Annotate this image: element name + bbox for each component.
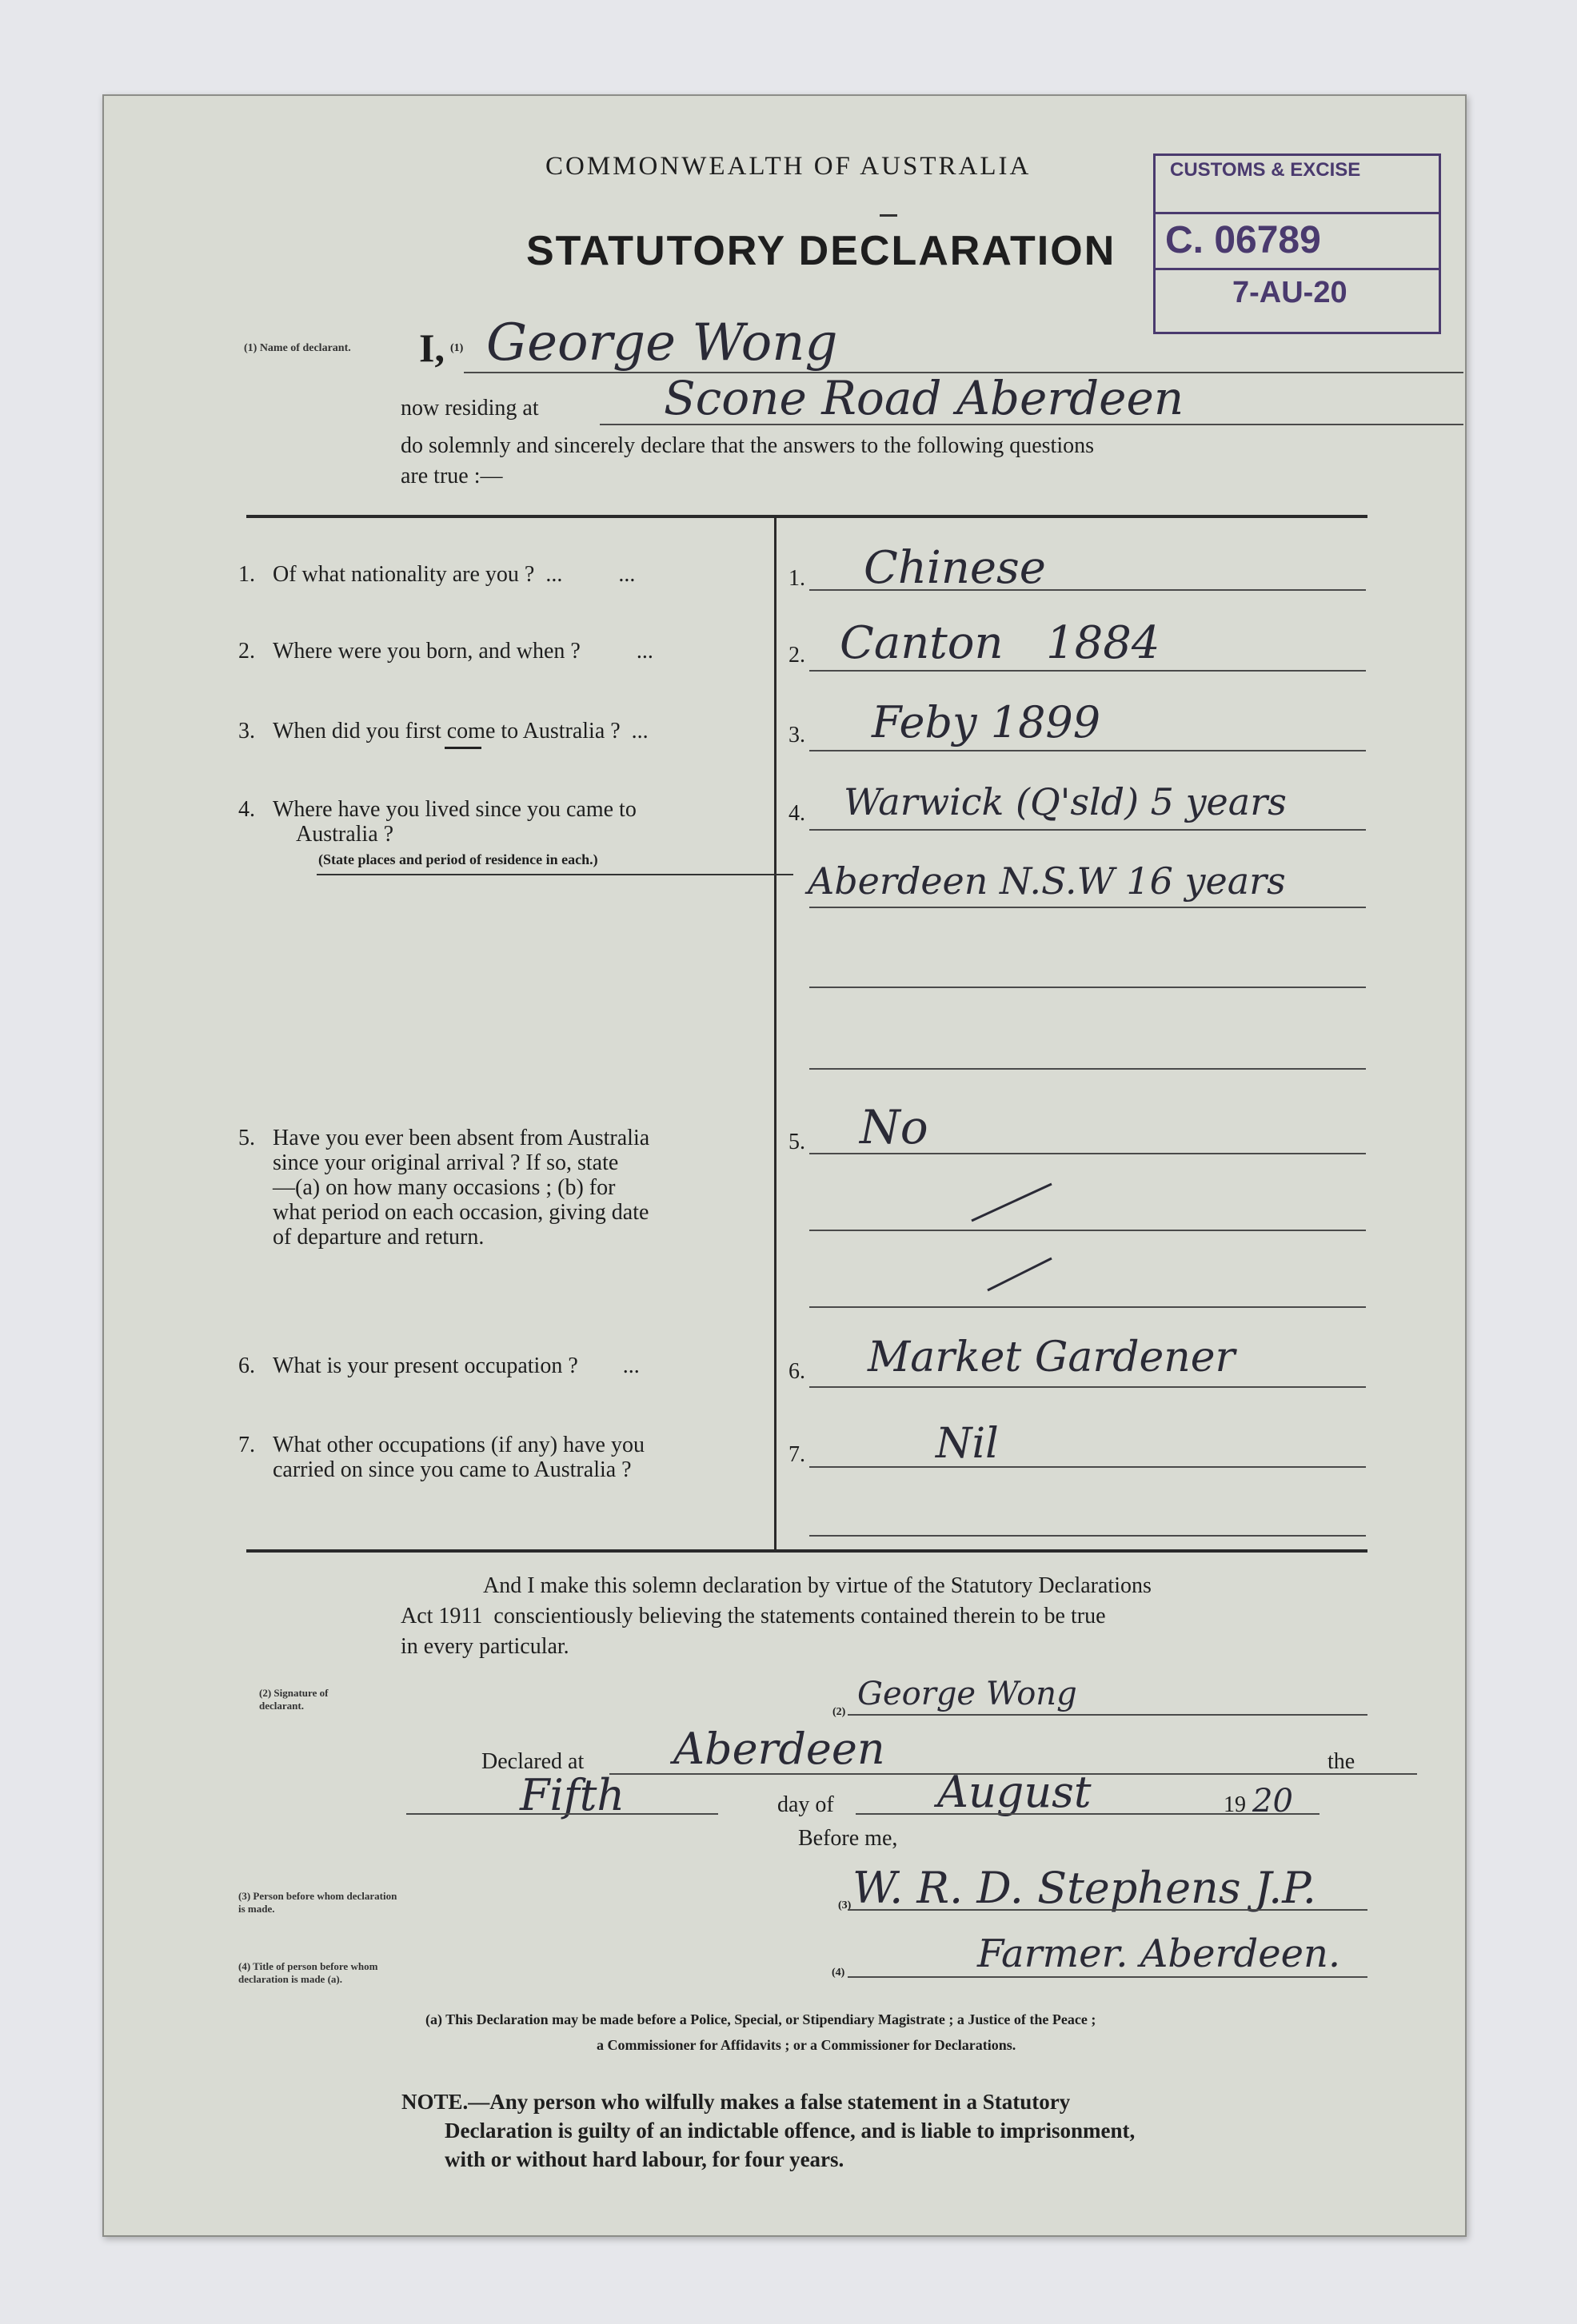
question-3-number: 3. [238,719,255,743]
stamp-top-text: CUSTOMS & EXCISE [1170,159,1361,181]
signature-marker: (2) [832,1706,846,1718]
answer-7-rule-1 [809,1466,1366,1468]
heading-dash [880,214,897,217]
answer-3-rule [809,750,1366,751]
margin-person: (3) Person before whom declaration is made. [238,1890,397,1915]
answer-5-number: 5. [788,1130,805,1154]
note-line-1-text: —Any person who wilfully makes a false statement in a Statutory [468,2090,1071,2114]
declare-line-1: do solemnly and sincerely declare that the answers to the following questions [401,433,1095,458]
question-5-line-3: —(a) on how many occasions ; (b) for [273,1175,616,1200]
residence-rule [600,424,1463,425]
note-line-2: Declaration is guilty of an indictable offence, and is liable to imprisonment, [445,2119,1136,2143]
closing-line-2: Act 1911 conscientiously believing the statements contained therein to be true [401,1604,1106,1628]
answer-7-number: 7. [788,1442,805,1467]
column-divider [774,516,777,1549]
declaration-day: Fifth [520,1770,625,1820]
question-7-line-1: What other occupations (if any) have you [273,1433,645,1457]
stamp-divider [1156,212,1439,214]
answer-6-number: 6. [788,1359,805,1384]
pronoun-i: I, [419,325,445,370]
declaration-month: August [937,1767,1092,1817]
question-5-line-2: since your original arrival ? If so, state [273,1150,619,1175]
stamp-number: C. 06789 [1165,219,1321,261]
question-5-line-5: of departure and return. [273,1225,485,1250]
answer-7-rule-2 [809,1535,1366,1537]
declaration-form [102,94,1467,2237]
answer-5: No [860,1100,928,1154]
question-7-number: 7. [238,1433,255,1457]
day-of-label: day of [777,1792,834,1817]
declared-at-label: Declared at [481,1749,585,1774]
question-1-text: Of what nationality are you ? ... ... [273,562,636,587]
question-4-line-2: Australia ? [296,822,394,847]
margin-name-of-declarant: (1) Name of declarant. [244,342,351,354]
answer-2-rule [809,670,1366,672]
answer-5-rule-1 [809,1153,1366,1154]
answer-4-number: 4. [788,801,805,826]
margin-signature: (2) Signature of declarant. [259,1687,329,1712]
answer-2: Canton 1884 [840,617,1160,669]
signature-rule [848,1714,1367,1716]
customs-stamp [1153,153,1441,334]
question-3-text: When did you first come to Australia ? ... [273,719,649,743]
answer-6: Market Gardener [868,1333,1236,1381]
month-rule [856,1813,1319,1815]
answer-6-rule [809,1386,1366,1388]
answer-4-rule-3 [809,987,1366,988]
question-2-text: Where were you born, and when ? ... [273,639,653,664]
question-4-note-rule [317,874,793,875]
question-6-number: 6. [238,1353,255,1378]
answer-2-number: 2. [788,643,805,668]
answer-4-line-1: Warwick (Q'sld) 5 years [844,780,1287,823]
year-suffix: 20 [1252,1783,1293,1820]
declare-line-2: are true :— [401,464,503,488]
form-title: STATUTORY DECLARATION [526,228,1116,274]
question-7-line-2: carried on since you came to Australia ? [273,1457,632,1482]
closing-line-3: in every particular. [401,1634,569,1659]
note-line-1 [401,2090,1070,2115]
note-label: NOTE. [401,2090,469,2114]
stamp-divider-2 [1156,268,1439,270]
person-before-whom: W. R. D. Stephens J.P. [852,1863,1316,1913]
residence: Scone Road Aberdeen [664,371,1184,425]
answer-4-line-2: Aberdeen N.S.W 16 years [808,859,1286,903]
year-prefix: 19 [1224,1792,1246,1817]
question-6-text: What is your present occupation ? ... [273,1353,640,1378]
footnote-line-2: a Commissioner for Affidavits ; or a Commissioner for Declarations. [597,2037,1016,2053]
table-top-rule [246,515,1367,518]
answer-4-rule-2 [809,907,1366,908]
answer-3: Feby 1899 [872,697,1101,747]
answer-4-rule-4 [809,1068,1366,1070]
title-marker: (4) [832,1967,845,1979]
question-1-number: 1. [238,562,255,587]
table-bottom-rule [246,1549,1367,1553]
person-rule [848,1909,1367,1911]
authority-heading: COMMONWEALTH OF AUSTRALIA [545,152,1032,181]
declared-at-place: Aberdeen [673,1724,885,1774]
declarant-name: George Wong [486,313,838,373]
title-rule [848,1976,1367,1978]
closing-line-1 [483,1573,1152,1599]
question-4-note: (State places and period of residence in each.) [318,851,598,867]
answer-1: Chinese [864,542,1046,594]
person-title: Farmer. Aberdeen. [977,1931,1341,1976]
first-underline [445,747,481,749]
question-4-number: 4. [238,797,255,822]
residing-label: now residing at [401,396,539,421]
question-4-line-1: Where have you lived since you came to [273,797,637,822]
answer-7: Nil [936,1420,999,1468]
margin-title: (4) Title of person before whom declaration is made (a). [238,1960,378,1985]
question-5-line-4: what period on each occasion, giving date [273,1200,649,1225]
answer-5-dash-mark-2 [984,1254,1056,1295]
closing-line-1-text: And I make this solemn declaration by virtue of the Statutory Declarations [483,1573,1152,1598]
answer-5-dash-mark-1 [968,1179,1056,1227]
before-me-label: Before me, [798,1826,898,1851]
declarant-signature: George Wong [857,1676,1077,1712]
answer-4-rule-1 [809,829,1366,831]
footnote-line-1: (a) This Declaration may be made before a Police, Special, or Stipendiary Magistrate ; a Justice of the Peace ; [425,2011,1096,2027]
answer-1-number: 1. [788,566,805,591]
question-5-line-1: Have you ever been absent from Australia [273,1126,650,1150]
person-marker: (3) [838,1899,852,1911]
day-rule [406,1813,718,1815]
answer-5-rule-2 [809,1230,1366,1231]
answer-1-rule [809,589,1366,591]
the-label: the [1327,1749,1355,1774]
note-line-3: with or without hard labour, for four years. [445,2147,844,2171]
name-marker: (1) [450,342,464,354]
answer-5-rule-3 [809,1306,1366,1308]
question-5-number: 5. [238,1126,255,1150]
question-2-number: 2. [238,639,255,664]
answer-3-number: 3. [788,723,805,747]
stamp-date: 7-AU-20 [1232,276,1347,309]
